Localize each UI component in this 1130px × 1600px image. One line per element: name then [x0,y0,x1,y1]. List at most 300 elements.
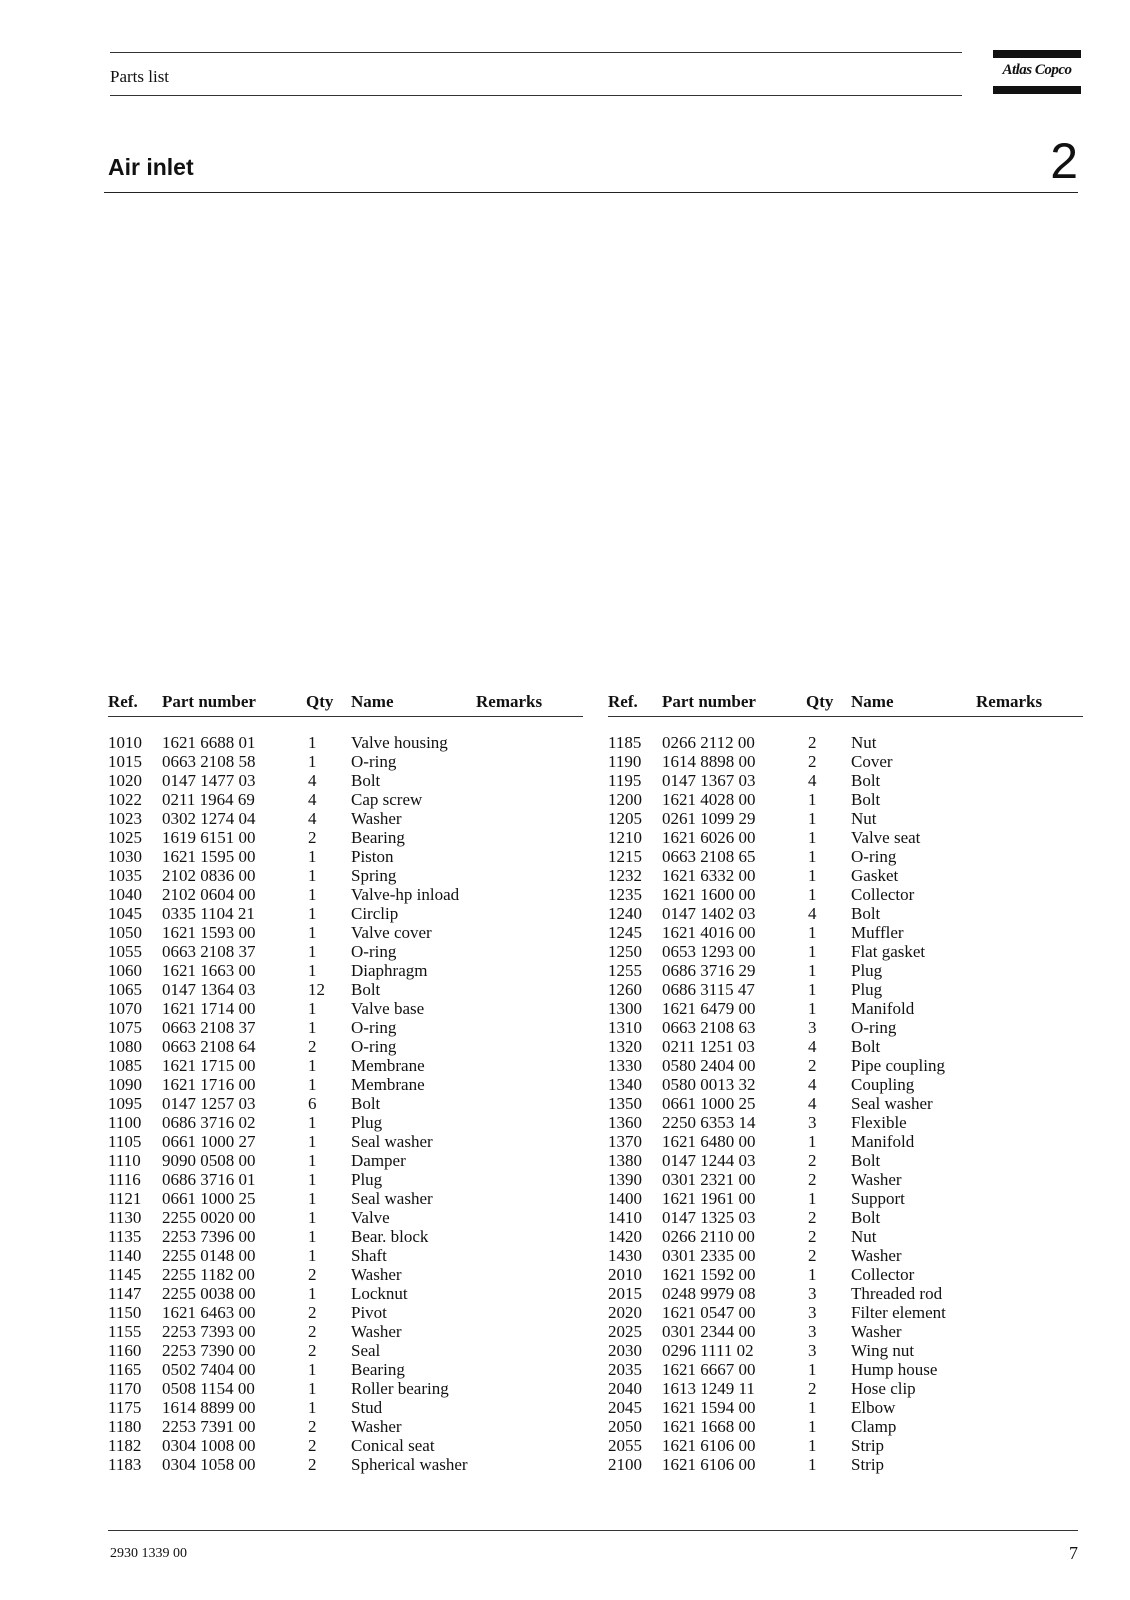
table-row [608,1037,1083,1056]
cell-name: Plug [351,1170,383,1189]
cell-qty: 3 [808,1113,817,1132]
cell-ref: 1190 [608,752,642,771]
cell-name: Seal washer [351,1132,433,1151]
cell-qty: 1 [808,999,817,1018]
cell-name: Gasket [851,866,899,885]
cell-ref: 1185 [608,733,642,752]
cell-qty: 2 [308,1455,317,1474]
table-row [608,1436,1083,1455]
cell-qty: 2 [308,828,317,847]
cell-ref: 1050 [108,923,142,942]
cell-ref: 1300 [608,999,642,1018]
cell-part-number: 0663 2108 37 [162,1018,256,1037]
cell-part-number: 1621 1595 00 [162,847,256,866]
table-row [108,1113,583,1132]
cell-ref: 1340 [608,1075,642,1094]
cell-part-number: 0261 1099 29 [662,809,756,828]
table-row [108,1284,583,1303]
table-row [608,866,1083,885]
cell-qty: 1 [308,1398,317,1417]
cell-qty: 12 [308,980,325,999]
cell-name: Damper [351,1151,406,1170]
cell-name: Collector [851,1265,915,1284]
cell-part-number: 1621 1663 00 [162,961,256,980]
cell-ref: 1020 [108,771,142,790]
cell-part-number: 0211 1964 69 [162,790,255,809]
table-row [608,847,1083,866]
cell-ref: 1060 [108,961,142,980]
cell-qty: 1 [808,1436,817,1455]
table-row [608,923,1083,942]
cell-name: Valve cover [351,923,432,942]
cell-ref: 1180 [108,1417,142,1436]
cell-part-number: 0663 2108 37 [162,942,256,961]
cell-ref: 1035 [108,866,142,885]
cell-part-number: 1621 1961 00 [662,1189,756,1208]
cell-qty: 2 [308,1322,317,1341]
cell-part-number: 0580 0013 32 [662,1075,756,1094]
cell-ref: 1080 [108,1037,142,1056]
cell-part-number: 0686 3716 02 [162,1113,256,1132]
cell-ref: 1135 [108,1227,142,1246]
cell-name: Seal washer [351,1189,433,1208]
cell-part-number: 1621 6667 00 [662,1360,756,1379]
cell-name: Nut [851,809,877,828]
table-row [108,1018,583,1037]
table-row [108,866,583,885]
header-name: Name [851,692,894,711]
cell-name: Washer [351,1322,402,1341]
cell-qty: 1 [308,1151,317,1170]
cell-name: Clamp [851,1417,897,1436]
table-row [608,1056,1083,1075]
header-label: Parts list [110,67,170,86]
cell-qty: 1 [808,980,817,999]
cell-qty: 3 [808,1322,817,1341]
cell-qty: 1 [308,752,317,771]
cell-qty: 2 [808,1208,817,1227]
cell-name: Bearing [351,1360,405,1379]
cell-ref: 1370 [608,1132,642,1151]
cell-part-number: 0211 1251 03 [662,1037,755,1056]
cell-ref: 1075 [108,1018,142,1037]
cell-name: Roller bearing [351,1379,449,1398]
cell-qty: 3 [808,1303,817,1322]
cell-name: Shaft [351,1246,387,1265]
cell-qty: 1 [308,999,317,1018]
cell-name: Washer [351,809,402,828]
cell-qty: 1 [308,1189,317,1208]
cell-ref: 1150 [108,1303,142,1322]
cell-part-number: 0663 2108 58 [162,752,256,771]
cell-part-number: 0663 2108 64 [162,1037,256,1056]
cell-part-number: 2255 0148 00 [162,1246,256,1265]
cell-qty: 4 [808,1094,817,1113]
cell-part-number: 0304 1008 00 [162,1436,256,1455]
cell-part-number: 0147 1325 03 [662,1208,756,1227]
cell-part-number: 1621 0547 00 [662,1303,756,1322]
cell-name: Hump house [851,1360,938,1379]
cell-part-number: 0296 1111 02 [662,1341,754,1360]
cell-name: Membrane [351,1056,425,1075]
atlas-copco-logo [993,50,1081,94]
cell-qty: 1 [808,1132,817,1151]
cell-part-number: 0661 1000 25 [662,1094,756,1113]
cell-qty: 1 [308,1018,317,1037]
table-body [108,733,583,1474]
cell-part-number: 2253 7391 00 [162,1417,256,1436]
cell-name: Collector [851,885,915,904]
cell-ref: 1183 [108,1455,142,1474]
table-row [108,1037,583,1056]
cell-qty: 2 [808,1056,817,1075]
table-row [608,961,1083,980]
cell-ref: 1121 [108,1189,142,1208]
logo-bar-bottom [993,86,1081,94]
cell-qty: 2 [808,1151,817,1170]
cell-qty: 1 [808,809,817,828]
cell-ref: 1040 [108,885,142,904]
logo-bar-top [993,50,1081,58]
cell-part-number: 0508 1154 00 [162,1379,255,1398]
cell-part-number: 1621 1592 00 [662,1265,756,1284]
cell-name: Wing nut [851,1341,915,1360]
cell-name: Valve housing [351,733,448,752]
cell-qty: 3 [808,1341,817,1360]
cell-name: Piston [351,847,394,866]
cell-part-number: 2255 0020 00 [162,1208,256,1227]
table-row [608,1170,1083,1189]
table-row [608,1189,1083,1208]
cell-part-number: 2253 7390 00 [162,1341,256,1360]
cell-ref: 1215 [608,847,642,866]
cell-qty: 1 [808,942,817,961]
cell-part-number: 0266 2112 00 [662,733,755,752]
cell-qty: 4 [808,1075,817,1094]
cell-name: Threaded rod [851,1284,943,1303]
table-row [608,752,1083,771]
cell-qty: 1 [808,1417,817,1436]
cell-part-number: 2255 1182 00 [162,1265,255,1284]
cell-part-number: 0248 9979 08 [662,1284,756,1303]
table-row [108,923,583,942]
table-row [108,999,583,1018]
cell-qty: 1 [308,961,317,980]
cell-ref: 1015 [108,752,142,771]
cell-part-number: 0301 2321 00 [662,1170,756,1189]
cell-ref: 1025 [108,828,142,847]
cell-name: Elbow [851,1398,896,1417]
cell-name: Plug [351,1113,383,1132]
cell-qty: 4 [808,904,817,923]
cell-ref: 2030 [608,1341,642,1360]
table-header-rule [608,716,1083,717]
cell-part-number: 2253 7396 00 [162,1227,256,1246]
table-row [108,1341,583,1360]
cell-name: Diaphragm [351,961,428,980]
table-row [608,1284,1083,1303]
cell-qty: 1 [308,1056,317,1075]
table-row [108,1436,583,1455]
table-row [608,1094,1083,1113]
cell-ref: 1390 [608,1170,642,1189]
cell-name: Locknut [351,1284,408,1303]
cell-part-number: 1621 6479 00 [662,999,756,1018]
cell-ref: 1200 [608,790,642,809]
cell-qty: 4 [308,790,317,809]
cell-qty: 1 [308,904,317,923]
cell-ref: 1182 [108,1436,142,1455]
cell-qty: 1 [808,1455,817,1474]
table-row [108,980,583,999]
cell-qty: 1 [808,923,817,942]
cell-name: Support [851,1189,905,1208]
cell-name: O-ring [851,1018,897,1037]
cell-ref: 1010 [108,733,142,752]
cell-qty: 1 [808,847,817,866]
cell-ref: 1430 [608,1246,642,1265]
cell-qty: 1 [808,1265,817,1284]
table-row [608,1227,1083,1246]
cell-qty: 1 [808,1189,817,1208]
cell-qty: 2 [308,1417,317,1436]
cell-ref: 1232 [608,866,642,885]
cell-ref: 1410 [608,1208,642,1227]
cell-name: Bolt [851,1037,881,1056]
cell-part-number: 1621 4016 00 [662,923,756,942]
section-title: Air inlet [108,154,194,180]
title-rule [104,192,1078,193]
cell-qty: 1 [808,828,817,847]
table-row [108,1246,583,1265]
table-row [108,828,583,847]
cell-name: Washer [851,1246,902,1265]
cell-ref: 2050 [608,1417,642,1436]
footer-rule [108,1530,1078,1531]
cell-ref: 1100 [108,1113,142,1132]
cell-name: Circlip [351,904,399,923]
cell-ref: 1105 [108,1132,142,1151]
cell-part-number: 0653 1293 00 [662,942,756,961]
cell-name: Bolt [351,771,381,790]
cell-name: Pipe coupling [851,1056,945,1075]
parts-table-right [608,692,1083,1474]
cell-part-number: 0147 1257 03 [162,1094,256,1113]
cell-name: O-ring [351,942,397,961]
table-row [108,1189,583,1208]
cell-part-number: 1621 1668 00 [662,1417,756,1436]
table-row [608,904,1083,923]
table-row [608,1132,1083,1151]
cell-qty: 3 [808,1018,817,1037]
cell-name: Bolt [851,1151,881,1170]
cell-qty: 1 [308,1379,317,1398]
header-remarks: Remarks [476,692,543,711]
cell-ref: 1210 [608,828,642,847]
cell-name: Bear. block [351,1227,429,1246]
table-row [608,1341,1083,1360]
cell-ref: 2015 [608,1284,642,1303]
cell-qty: 1 [308,1227,317,1246]
cell-part-number: 0147 1402 03 [662,904,756,923]
cell-ref: 2020 [608,1303,642,1322]
header-remarks: Remarks [976,692,1043,711]
cell-name: Seal washer [851,1094,933,1113]
table-row [108,1398,583,1417]
cell-ref: 1165 [108,1360,142,1379]
cell-qty: 2 [308,1265,317,1284]
cell-name: Hose clip [851,1379,916,1398]
cell-part-number: 1621 6106 00 [662,1455,756,1474]
cell-qty: 2 [808,752,817,771]
table-row [108,1265,583,1284]
cell-name: Nut [851,1227,877,1246]
cell-part-number: 2255 0038 00 [162,1284,256,1303]
cell-part-number: 0147 1477 03 [162,771,256,790]
cell-part-number: 9090 0508 00 [162,1151,256,1170]
cell-name: Cap screw [351,790,423,809]
header-name: Name [351,692,394,711]
cell-qty: 1 [308,847,317,866]
cell-name: Bolt [851,790,881,809]
cell-qty: 1 [308,1284,317,1303]
cell-ref: 1095 [108,1094,142,1113]
cell-ref: 1085 [108,1056,142,1075]
table-row [608,999,1083,1018]
cell-ref: 1065 [108,980,142,999]
cell-qty: 1 [808,1360,817,1379]
cell-part-number: 0301 2335 00 [662,1246,756,1265]
cell-name: O-ring [351,1018,397,1037]
table-row [108,1075,583,1094]
table-row [108,1151,583,1170]
header-rule-top [110,52,962,53]
cell-qty: 3 [808,1284,817,1303]
cell-name: Spherical washer [351,1455,468,1474]
header-rule-bottom [110,95,962,96]
table-row [108,752,583,771]
cell-qty: 1 [308,1170,317,1189]
table-row [608,809,1083,828]
cell-part-number: 0663 2108 65 [662,847,756,866]
cell-ref: 1330 [608,1056,642,1075]
cell-ref: 2010 [608,1265,642,1284]
table-body [608,733,1083,1474]
cell-name: Stud [351,1398,383,1417]
cell-name: Coupling [851,1075,915,1094]
header-qty: Qty [806,692,834,711]
cell-part-number: 0147 1244 03 [662,1151,756,1170]
table-row [108,904,583,923]
cell-ref: 1045 [108,904,142,923]
cell-part-number: 0302 1274 04 [162,809,256,828]
logo-wordmark: Atlas Copco [1002,62,1072,78]
cell-name: Muffler [851,923,904,942]
table-header [608,692,1083,714]
header-qty: Qty [306,692,334,711]
cell-qty: 1 [308,1113,317,1132]
cell-part-number: 1621 6332 00 [662,866,756,885]
cell-qty: 2 [808,1379,817,1398]
cell-part-number: 1621 1716 00 [162,1075,256,1094]
cell-qty: 1 [308,866,317,885]
cell-ref: 1240 [608,904,642,923]
cell-name: O-ring [351,1037,397,1056]
table-row [108,1170,583,1189]
cell-name: Filter element [851,1303,946,1322]
cell-ref: 1145 [108,1265,142,1284]
cell-part-number: 1621 1594 00 [662,1398,756,1417]
table-row [608,1018,1083,1037]
cell-qty: 1 [808,961,817,980]
cell-ref: 1360 [608,1113,642,1132]
cell-part-number: 0686 3716 29 [662,961,756,980]
table-row [108,1360,583,1379]
cell-qty: 1 [308,1208,317,1227]
table-row [608,1379,1083,1398]
cell-ref: 1170 [108,1379,142,1398]
cell-name: O-ring [351,752,397,771]
table-row [108,790,583,809]
cell-part-number: 1619 6151 00 [162,828,256,847]
cell-ref: 1255 [608,961,642,980]
cell-ref: 1260 [608,980,642,999]
cell-name: Nut [851,733,877,752]
cell-qty: 1 [308,923,317,942]
table-row [108,885,583,904]
cell-ref: 1130 [108,1208,142,1227]
cell-ref: 1155 [108,1322,142,1341]
table-row [608,733,1083,752]
cell-part-number: 0502 7404 00 [162,1360,256,1379]
cell-name: Valve [351,1208,390,1227]
cell-qty: 2 [308,1341,317,1360]
cell-ref: 1420 [608,1227,642,1246]
table-row [108,1227,583,1246]
footer-page-number: 7 [1069,1543,1078,1563]
table-row [608,1360,1083,1379]
cell-qty: 2 [808,1227,817,1246]
table-row [108,1094,583,1113]
table-row [108,961,583,980]
cell-ref: 1070 [108,999,142,1018]
cell-part-number: 0686 3115 47 [662,980,755,999]
table-row [608,1075,1083,1094]
cell-name: Washer [351,1265,402,1284]
cell-part-number: 1621 1715 00 [162,1056,256,1075]
cell-name: Manifold [851,999,915,1018]
cell-part-number: 0686 3716 01 [162,1170,256,1189]
cell-name: Flexible [851,1113,907,1132]
cell-part-number: 0301 2344 00 [662,1322,756,1341]
cell-qty: 2 [808,1170,817,1189]
cell-part-number: 0266 2110 00 [662,1227,755,1246]
cell-ref: 1245 [608,923,642,942]
cell-name: Cover [851,752,893,771]
cell-part-number: 1621 1714 00 [162,999,256,1018]
cell-name: Conical seat [351,1436,435,1455]
cell-name: Washer [351,1417,402,1436]
cell-name: Pivot [351,1303,387,1322]
cell-part-number: 1614 8898 00 [662,752,756,771]
cell-qty: 6 [308,1094,317,1113]
table-row [108,1208,583,1227]
cell-qty: 1 [808,866,817,885]
cell-part-number: 1613 1249 11 [662,1379,755,1398]
table-row [108,1056,583,1075]
table-header [108,692,583,714]
table-row [608,1303,1083,1322]
